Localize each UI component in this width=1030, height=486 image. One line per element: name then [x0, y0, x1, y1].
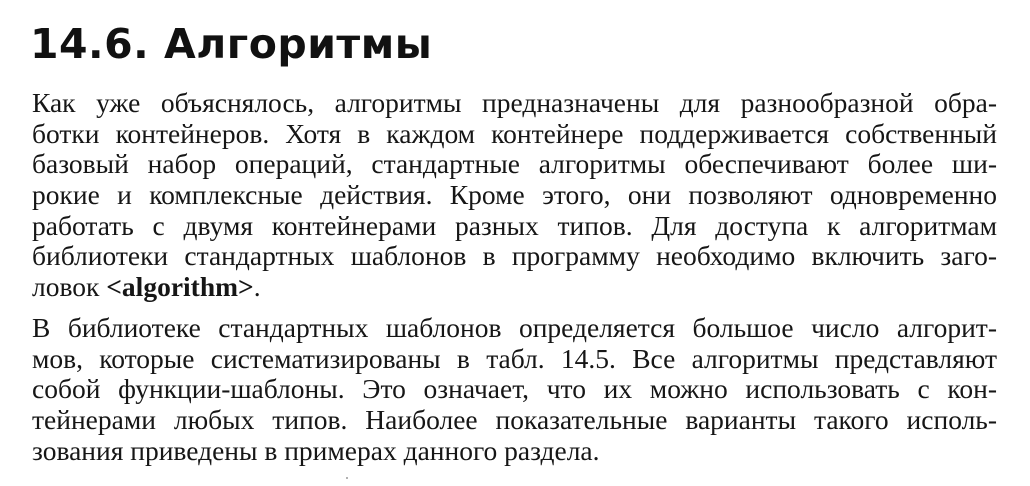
paragraph-algorithms-intro	[32, 88, 997, 303]
paragraph-line: мов, которые систематизированы в табл. 14.5. Все алгоритмы представляют	[32, 342, 997, 374]
paragraph-stl-algorithms	[32, 313, 997, 466]
paragraph-line: ботки контейнеров. Хотя в каждом контейнере поддерживается собственный	[32, 117, 997, 149]
line-prefix: ловок	[32, 271, 107, 303]
line-suffix: .	[253, 271, 261, 303]
paragraph-line: библиотеки стандартных шаблонов в программу необходимо включить заго-	[32, 240, 997, 272]
paragraph-line: работать с двумя контейнерами разных типов. Для доступа к алгоритмам	[32, 209, 997, 241]
paragraph-line: Как уже объяснялось, алгоритмы предназначены для разнообразной обра-	[32, 87, 997, 118]
section-heading: 14.6. Алгоритмы	[30, 20, 433, 68]
paragraph-line: рокие и комплексные действия. Кроме этого, они позволяют одновременно	[32, 179, 997, 211]
scan-speck	[346, 477, 348, 479]
algorithm-header-name: <algorithm>	[106, 271, 254, 303]
paragraph-line: собой функции-шаблоны. Это означает, что их можно использовать с кон-	[32, 373, 997, 405]
paragraph-line: В библиотеке стандартных шаблонов определяется большое число алгорит-	[32, 312, 997, 343]
paragraph-last-line: зования приведены в примерах данного раздела.	[32, 434, 600, 466]
paragraph-line: тейнерами любых типов. Наиболее показательные варианты такого исполь-	[32, 404, 997, 436]
paragraph-line: базовый набор операций, стандартные алгоритмы обеспечивают более ши-	[32, 148, 997, 180]
paragraph-last-line	[32, 272, 997, 303]
